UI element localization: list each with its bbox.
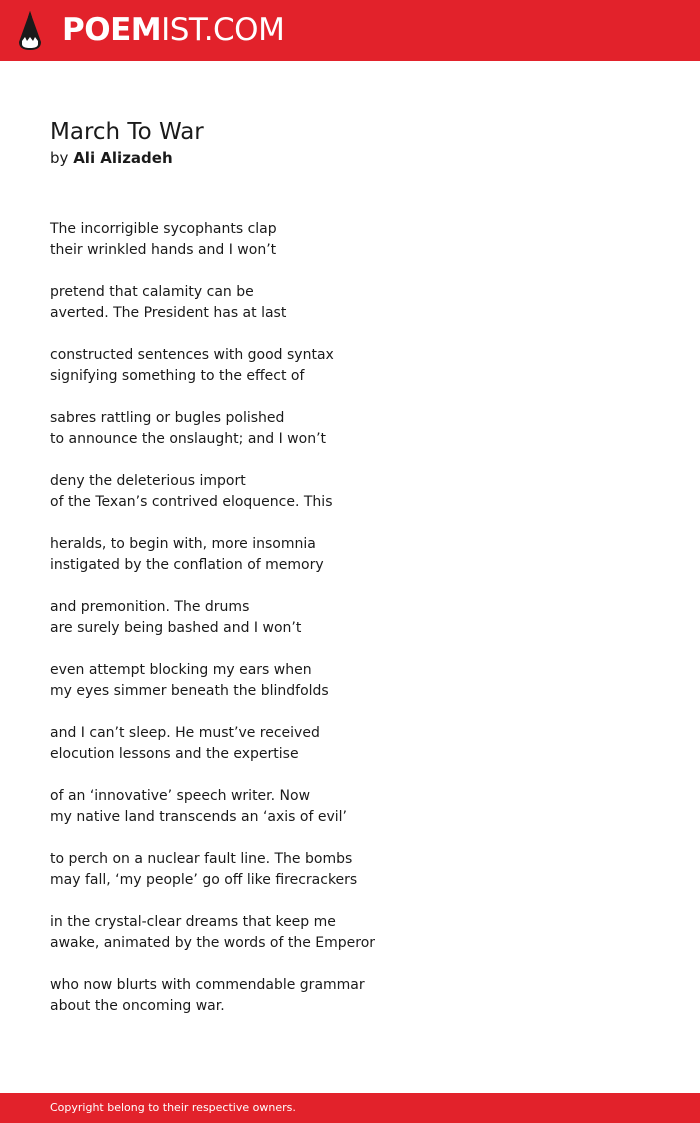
poem-line: who now blurts with commendable grammar [50, 977, 365, 993]
poem-line: awake, animated by the words of the Emperor [50, 935, 376, 951]
poem-title: March To War [50, 119, 204, 145]
stanza [50, 282, 650, 345]
stanza [50, 723, 650, 786]
stanza [50, 849, 650, 912]
site-header [0, 0, 700, 61]
site-footer [0, 1093, 700, 1123]
poem-line: to perch on a nuclear fault line. The bombs [50, 851, 353, 867]
poem-line: of the Texan’s contrived eloquence. This [50, 494, 333, 510]
poem-line: instigated by the conflation of memory [50, 557, 324, 573]
logo-text-light: IST.COM [161, 12, 285, 48]
stanza [50, 219, 650, 282]
poem-line: their wrinkled hands and I won’t [50, 242, 277, 258]
poem-line: elocution lessons and the expertise [50, 746, 299, 762]
poem-line: in the crystal-clear dreams that keep me [50, 914, 336, 930]
stanza [50, 660, 650, 723]
poem-line: deny the deleterious import [50, 473, 246, 489]
poem-body [50, 219, 650, 1038]
pencil-tip-icon[interactable] [17, 10, 43, 52]
stanza [50, 597, 650, 660]
stanza [50, 471, 650, 534]
poem-line: my native land transcends an ‘axis of evil’ [50, 809, 347, 825]
author-name: Ali Alizadeh [73, 149, 173, 167]
poem-line: and I can’t sleep. He must’ve received [50, 725, 320, 741]
by-label: by [50, 149, 69, 167]
stanza [50, 786, 650, 849]
poem-line: and premonition. The drums [50, 599, 250, 615]
poem-line: are surely being bashed and I won’t [50, 620, 302, 636]
poem-line: signifying something to the effect of [50, 368, 305, 384]
stanza [50, 408, 650, 471]
site-logo[interactable] [62, 12, 284, 48]
poem-line: my eyes simmer beneath the blindfolds [50, 683, 329, 699]
poem-line: to announce the onslaught; and I won’t [50, 431, 327, 447]
poem-line: of an ‘innovative’ speech writer. Now [50, 788, 311, 804]
poem-line: pretend that calamity can be [50, 284, 254, 300]
stanza [50, 912, 650, 975]
poem-line: may fall, ‘my people’ go off like firecrackers [50, 872, 358, 888]
poem-line: The incorrigible sycophants clap [50, 221, 277, 237]
stanza [50, 534, 650, 597]
poem-line: heralds, to begin with, more insomnia [50, 536, 316, 552]
poem-line: about the oncoming war. [50, 998, 225, 1014]
copyright-notice: Copyright belong to their respective owners. [50, 1101, 296, 1114]
logo-text-strong: POEM [62, 12, 162, 48]
stanza [50, 975, 650, 1038]
poem-line: even attempt blocking my ears when [50, 662, 312, 678]
byline [50, 148, 173, 168]
poem-line: averted. The President has at last [50, 305, 287, 321]
poem-line: sabres rattling or bugles polished [50, 410, 285, 426]
stanza [50, 345, 650, 408]
poem-line: constructed sentences with good syntax [50, 347, 334, 363]
